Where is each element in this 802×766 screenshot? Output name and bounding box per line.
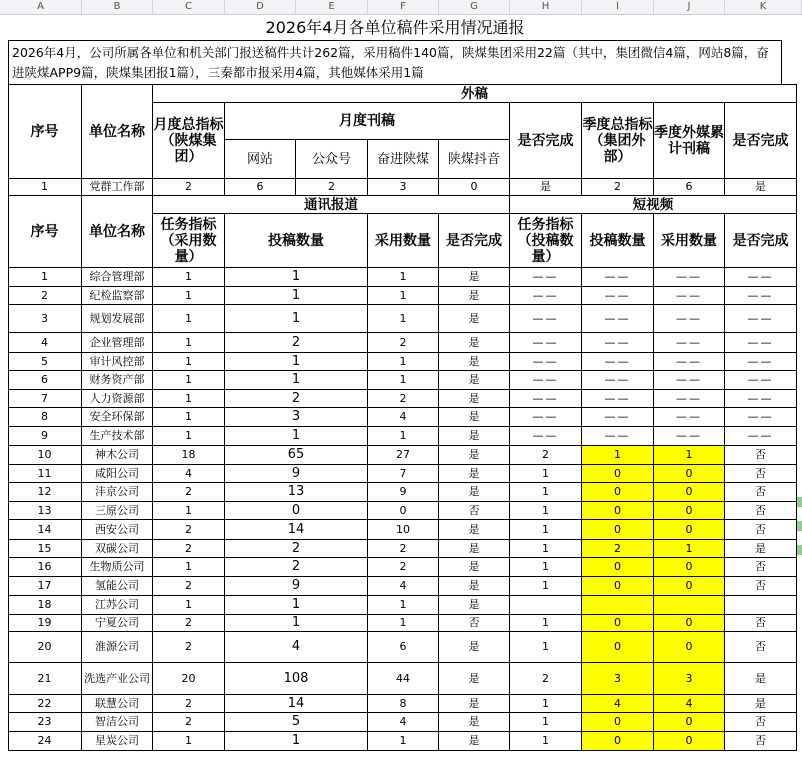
row-unit[interactable]: 洗选产业公司 <box>82 663 153 695</box>
row-video-adopted[interactable] <box>654 596 725 615</box>
scroll-marker <box>797 521 802 531</box>
row-video-submitted[interactable]: 0 <box>582 615 654 632</box>
row-unit[interactable]: 双碳公司 <box>82 540 153 558</box>
column-header-a[interactable]: A <box>0 0 82 14</box>
party-row-cell[interactable]: 2 <box>153 179 225 196</box>
row-video-adopted[interactable]: 4 <box>654 695 725 713</box>
row-task[interactable]: 2 <box>153 577 225 596</box>
row-adopted[interactable]: 1 <box>368 615 439 632</box>
row-video-task[interactable]: 1 <box>510 483 582 502</box>
row-video-task[interactable]: 1 <box>510 540 582 558</box>
row-done[interactable]: 是 <box>439 268 510 287</box>
row-task[interactable]: 2 <box>153 713 225 732</box>
row-adopted[interactable]: 2 <box>368 540 439 558</box>
header-external-group[interactable]: 外稿 <box>153 85 797 103</box>
row-seq[interactable]: 15 <box>8 540 82 558</box>
row-unit[interactable]: 规划发展部 <box>82 305 153 333</box>
row-task[interactable]: 2 <box>153 632 225 663</box>
row-seq[interactable]: 19 <box>8 615 82 632</box>
row-adopted[interactable]: 0 <box>368 502 439 520</box>
row-video-adopted[interactable]: —— <box>654 427 725 446</box>
row-video-adopted[interactable]: —— <box>654 305 725 333</box>
column-header-k[interactable]: K <box>725 0 802 14</box>
row-seq[interactable]: 13 <box>8 502 82 520</box>
row-task[interactable]: 1 <box>153 305 225 333</box>
header-seq[interactable]: 序号 <box>8 85 82 179</box>
row-task[interactable]: 1 <box>153 268 225 287</box>
row-submitted[interactable]: 0 <box>225 502 368 520</box>
sheet-title[interactable]: 2026年4月各单位稿件采用情况通报 <box>265 18 525 37</box>
row-video-task[interactable]: 1 <box>510 558 582 577</box>
row-seq[interactable]: 3 <box>8 305 82 333</box>
row-seq[interactable]: 21 <box>8 663 82 695</box>
row-submitted[interactable]: 1 <box>225 287 368 305</box>
row-video-task[interactable]: —— <box>510 353 582 371</box>
row-adopted[interactable]: 1 <box>368 732 439 751</box>
row-adopted[interactable]: 2 <box>368 390 439 408</box>
row-unit[interactable]: 江苏公司 <box>82 596 153 615</box>
scroll-marker <box>797 497 802 507</box>
row-done[interactable]: 否 <box>439 615 510 632</box>
header-monthly-target[interactable]: 月度总指标（陕煤集团） <box>153 103 225 179</box>
party-row-cell[interactable]: 0 <box>439 179 510 196</box>
row-done[interactable]: 是 <box>439 577 510 596</box>
row-video-done[interactable]: 否 <box>725 632 797 663</box>
column-header-i[interactable]: I <box>582 0 654 14</box>
row-task[interactable]: 2 <box>153 615 225 632</box>
summary-cell[interactable]: 2026年4月，公司所属各单位和机关部门报送稿件共计262篇，采用稿件140篇，陕煤集团采用22篇（其中，集团微信4篇，网站8篇，奋进陕煤APP9篇，陕煤集团报1篇），三秦都市报采用4篇，其他媒体采用1篇 <box>8 40 782 84</box>
row-submitted[interactable]: 14 <box>225 520 368 540</box>
row-submitted[interactable]: 14 <box>225 695 368 713</box>
header2-submitted[interactable]: 投稿数量 <box>225 214 368 268</box>
row-adopted[interactable]: 1 <box>368 287 439 305</box>
row-done[interactable]: 是 <box>439 663 510 695</box>
row-video-adopted[interactable]: 0 <box>654 713 725 732</box>
row-video-adopted[interactable]: 0 <box>654 558 725 577</box>
row-submitted[interactable]: 9 <box>225 465 368 483</box>
row-adopted[interactable]: 1 <box>368 427 439 446</box>
row-video-submitted[interactable]: —— <box>582 427 654 446</box>
row-video-adopted[interactable]: 0 <box>654 520 725 540</box>
header-monthly-publish[interactable]: 月度刊稿 <box>225 103 510 140</box>
row-submitted[interactable]: 1 <box>225 732 368 751</box>
header2-video-done[interactable]: 是否完成 <box>725 214 797 268</box>
row-video-submitted[interactable]: —— <box>582 390 654 408</box>
row-video-adopted[interactable]: —— <box>654 333 725 353</box>
row-video-done[interactable]: 否 <box>725 502 797 520</box>
row-seq[interactable]: 4 <box>8 333 82 353</box>
row-submitted[interactable]: 9 <box>225 577 368 596</box>
row-task[interactable]: 1 <box>153 390 225 408</box>
row-adopted[interactable]: 1 <box>368 305 439 333</box>
row-video-done[interactable]: 是 <box>725 663 797 695</box>
row-video-task[interactable]: 1 <box>510 502 582 520</box>
row-task[interactable]: 1 <box>153 558 225 577</box>
row-video-task[interactable]: —— <box>510 268 582 287</box>
row-video-task[interactable]: —— <box>510 287 582 305</box>
row-video-task[interactable]: 1 <box>510 465 582 483</box>
row-task[interactable]: 1 <box>153 287 225 305</box>
row-seq[interactable]: 16 <box>8 558 82 577</box>
row-video-task[interactable]: 1 <box>510 732 582 751</box>
row-unit[interactable]: 沣京公司 <box>82 483 153 502</box>
header-douyin[interactable]: 陕煤抖音 <box>439 140 510 179</box>
row-unit[interactable]: 企业管理部 <box>82 333 153 353</box>
row-seq[interactable]: 11 <box>8 465 82 483</box>
row-done[interactable]: 是 <box>439 371 510 390</box>
header-website[interactable]: 网站 <box>225 140 296 179</box>
row-seq[interactable]: 10 <box>8 446 82 465</box>
row-video-adopted[interactable]: 3 <box>654 663 725 695</box>
row-video-adopted[interactable]: 0 <box>654 465 725 483</box>
row-done[interactable]: 是 <box>439 446 510 465</box>
row-done[interactable]: 是 <box>439 390 510 408</box>
row-unit[interactable]: 生产技术部 <box>82 427 153 446</box>
header2-news-group[interactable]: 通讯报道 <box>153 196 510 214</box>
row-task[interactable]: 2 <box>153 483 225 502</box>
row-video-submitted[interactable]: 0 <box>582 520 654 540</box>
header-quarter-target[interactable]: 季度总指标（集团外部） <box>582 103 654 179</box>
row-video-submitted[interactable]: 0 <box>582 732 654 751</box>
row-video-submitted[interactable]: 0 <box>582 632 654 663</box>
row-seq[interactable]: 17 <box>8 577 82 596</box>
row-video-done[interactable]: 否 <box>725 558 797 577</box>
row-video-submitted[interactable]: —— <box>582 353 654 371</box>
row-done[interactable]: 是 <box>439 465 510 483</box>
row-video-task[interactable]: —— <box>510 333 582 353</box>
row-video-submitted[interactable]: —— <box>582 408 654 427</box>
row-done[interactable]: 是 <box>439 333 510 353</box>
row-unit[interactable]: 三原公司 <box>82 502 153 520</box>
party-row-cell[interactable]: 3 <box>368 179 439 196</box>
row-video-adopted[interactable]: 1 <box>654 446 725 465</box>
row-done[interactable]: 是 <box>439 713 510 732</box>
row-unit[interactable]: 综合管理部 <box>82 268 153 287</box>
row-video-task[interactable]: 1 <box>510 520 582 540</box>
row-video-done[interactable]: —— <box>725 268 797 287</box>
row-video-submitted[interactable]: 1 <box>582 446 654 465</box>
row-unit[interactable]: 氢能公司 <box>82 577 153 596</box>
row-video-adopted[interactable]: —— <box>654 408 725 427</box>
row-video-adopted[interactable]: 0 <box>654 577 725 596</box>
row-adopted[interactable]: 2 <box>368 558 439 577</box>
row-video-done[interactable]: —— <box>725 390 797 408</box>
row-video-submitted[interactable]: 0 <box>582 502 654 520</box>
row-adopted[interactable]: 1 <box>368 371 439 390</box>
scroll-marker <box>797 545 802 555</box>
row-seq[interactable]: 24 <box>8 732 82 751</box>
column-header-j[interactable]: J <box>654 0 725 14</box>
row-video-done[interactable]: —— <box>725 333 797 353</box>
row-video-done[interactable]: —— <box>725 427 797 446</box>
party-row-cell[interactable]: 党群工作部 <box>82 179 153 196</box>
row-done[interactable]: 是 <box>439 596 510 615</box>
row-submitted[interactable]: 2 <box>225 390 368 408</box>
row-adopted[interactable]: 1 <box>368 596 439 615</box>
row-done[interactable]: 是 <box>439 695 510 713</box>
header-quarter-total[interactable]: 季度外媒累计刊稿 <box>654 103 725 179</box>
row-video-done[interactable]: —— <box>725 305 797 333</box>
row-video-done[interactable]: —— <box>725 353 797 371</box>
row-video-task[interactable]: 1 <box>510 632 582 663</box>
row-done[interactable]: 否 <box>439 502 510 520</box>
header2-video-task[interactable]: 任务指标（投稿数量） <box>510 214 582 268</box>
row-adopted[interactable]: 4 <box>368 577 439 596</box>
row-submitted[interactable]: 2 <box>225 558 368 577</box>
row-video-done[interactable]: 否 <box>725 577 797 596</box>
row-video-adopted[interactable]: 1 <box>654 540 725 558</box>
row-task[interactable]: 1 <box>153 502 225 520</box>
row-seq[interactable]: 5 <box>8 353 82 371</box>
row-done[interactable]: 是 <box>439 305 510 333</box>
row-unit[interactable]: 财务资产部 <box>82 371 153 390</box>
row-task[interactable]: 2 <box>153 520 225 540</box>
row-task[interactable]: 2 <box>153 695 225 713</box>
row-video-adopted[interactable]: —— <box>654 390 725 408</box>
row-submitted[interactable]: 5 <box>225 713 368 732</box>
row-seq[interactable]: 1 <box>8 268 82 287</box>
row-done[interactable]: 是 <box>439 483 510 502</box>
row-unit[interactable]: 纪检监察部 <box>82 287 153 305</box>
row-video-task[interactable]: 2 <box>510 663 582 695</box>
row-unit[interactable]: 安全环保部 <box>82 408 153 427</box>
row-task[interactable]: 1 <box>153 333 225 353</box>
row-task[interactable]: 1 <box>153 596 225 615</box>
row-task[interactable]: 4 <box>153 465 225 483</box>
column-header-c[interactable]: C <box>153 0 225 14</box>
row-video-task[interactable]: —— <box>510 371 582 390</box>
row-video-task[interactable]: —— <box>510 390 582 408</box>
header2-video-group[interactable]: 短视频 <box>510 196 797 214</box>
row-video-task[interactable]: 1 <box>510 577 582 596</box>
row-done[interactable]: 是 <box>439 732 510 751</box>
row-seq[interactable]: 20 <box>8 632 82 663</box>
column-header-h[interactable]: H <box>510 0 582 14</box>
row-submitted[interactable]: 1 <box>225 305 368 333</box>
row-seq[interactable]: 23 <box>8 713 82 732</box>
row-seq[interactable]: 18 <box>8 596 82 615</box>
party-row-cell[interactable]: 1 <box>8 179 82 196</box>
row-task[interactable]: 18 <box>153 446 225 465</box>
row-seq[interactable]: 12 <box>8 483 82 502</box>
row-submitted[interactable]: 1 <box>225 427 368 446</box>
row-adopted[interactable]: 10 <box>368 520 439 540</box>
row-task[interactable]: 1 <box>153 427 225 446</box>
header-unit-name[interactable]: 单位名称 <box>82 85 153 179</box>
row-video-adopted[interactable]: 0 <box>654 483 725 502</box>
column-header-e[interactable]: E <box>296 0 368 14</box>
row-task[interactable]: 1 <box>153 408 225 427</box>
row-adopted[interactable]: 4 <box>368 408 439 427</box>
header-done[interactable]: 是否完成 <box>510 103 582 179</box>
header2-adopted[interactable]: 采用数量 <box>368 214 439 268</box>
row-adopted[interactable]: 2 <box>368 333 439 353</box>
row-submitted[interactable]: 2 <box>225 333 368 353</box>
row-seq[interactable]: 8 <box>8 408 82 427</box>
column-header-d[interactable]: D <box>225 0 296 14</box>
row-seq[interactable]: 6 <box>8 371 82 390</box>
column-header-b[interactable]: B <box>82 0 153 14</box>
row-submitted[interactable]: 1 <box>225 596 368 615</box>
row-video-task[interactable]: 1 <box>510 695 582 713</box>
row-video-submitted[interactable]: —— <box>582 371 654 390</box>
row-video-submitted[interactable]: —— <box>582 268 654 287</box>
row-unit[interactable]: 审计风控部 <box>82 353 153 371</box>
column-header-bar <box>0 0 802 15</box>
row-video-done[interactable]: —— <box>725 287 797 305</box>
row-video-submitted[interactable]: 0 <box>582 483 654 502</box>
row-adopted[interactable]: 7 <box>368 465 439 483</box>
row-submitted[interactable]: 3 <box>225 408 368 427</box>
header2-video-adopted[interactable]: 采用数量 <box>654 214 725 268</box>
party-row-cell[interactable]: 2 <box>582 179 654 196</box>
row-unit[interactable]: 淮源公司 <box>82 632 153 663</box>
row-video-submitted[interactable]: 4 <box>582 695 654 713</box>
row-video-submitted[interactable]: 0 <box>582 713 654 732</box>
row-adopted[interactable]: 44 <box>368 663 439 695</box>
row-video-done[interactable]: —— <box>725 408 797 427</box>
row-video-done[interactable]: 是 <box>725 695 797 713</box>
row-task[interactable]: 20 <box>153 663 225 695</box>
row-video-done[interactable] <box>725 596 797 615</box>
row-submitted[interactable]: 1 <box>225 615 368 632</box>
row-video-task[interactable]: —— <box>510 305 582 333</box>
party-row-cell[interactable]: 是 <box>510 179 582 196</box>
row-done[interactable]: 是 <box>439 540 510 558</box>
row-video-adopted[interactable]: —— <box>654 353 725 371</box>
row-adopted[interactable]: 27 <box>368 446 439 465</box>
header2-seq[interactable]: 序号 <box>8 196 82 268</box>
row-unit[interactable]: 智洁公司 <box>82 713 153 732</box>
row-done[interactable]: 是 <box>439 427 510 446</box>
row-done[interactable]: 是 <box>439 353 510 371</box>
header-quarter-done[interactable]: 是否完成 <box>725 103 797 179</box>
row-video-done[interactable]: 否 <box>725 465 797 483</box>
row-adopted[interactable]: 4 <box>368 713 439 732</box>
party-row-cell[interactable]: 2 <box>296 179 368 196</box>
row-submitted[interactable]: 1 <box>225 353 368 371</box>
header2-video-submitted[interactable]: 投稿数量 <box>582 214 654 268</box>
row-video-submitted[interactable]: —— <box>582 305 654 333</box>
row-seq[interactable]: 7 <box>8 390 82 408</box>
row-done[interactable]: 是 <box>439 520 510 540</box>
row-unit[interactable]: 神木公司 <box>82 446 153 465</box>
row-task[interactable]: 1 <box>153 353 225 371</box>
row-video-done[interactable]: 否 <box>725 713 797 732</box>
row-video-adopted[interactable]: 0 <box>654 732 725 751</box>
row-video-task[interactable]: —— <box>510 427 582 446</box>
row-video-task[interactable]: —— <box>510 408 582 427</box>
column-header-f[interactable]: F <box>368 0 439 14</box>
header2-done[interactable]: 是否完成 <box>439 214 510 268</box>
party-row-cell[interactable]: 是 <box>725 179 797 196</box>
header-fenjin[interactable]: 奋进陕煤 <box>368 140 439 179</box>
row-unit[interactable]: 宁夏公司 <box>82 615 153 632</box>
row-unit[interactable]: 咸阳公司 <box>82 465 153 483</box>
row-task[interactable]: 1 <box>153 371 225 390</box>
row-adopted[interactable]: 8 <box>368 695 439 713</box>
row-video-submitted[interactable]: —— <box>582 333 654 353</box>
row-submitted[interactable]: 65 <box>225 446 368 465</box>
row-done[interactable]: 是 <box>439 287 510 305</box>
row-video-adopted[interactable]: —— <box>654 287 725 305</box>
row-done[interactable]: 是 <box>439 558 510 577</box>
row-task[interactable]: 1 <box>153 732 225 751</box>
row-done[interactable]: 是 <box>439 632 510 663</box>
row-video-submitted[interactable] <box>582 596 654 615</box>
row-video-task[interactable]: 1 <box>510 615 582 632</box>
row-unit[interactable]: 生物质公司 <box>82 558 153 577</box>
row-video-task[interactable]: 1 <box>510 713 582 732</box>
row-adopted[interactable]: 1 <box>368 353 439 371</box>
row-submitted[interactable]: 2 <box>225 540 368 558</box>
row-video-adopted[interactable]: —— <box>654 268 725 287</box>
row-video-done[interactable]: 否 <box>725 483 797 502</box>
row-video-task[interactable] <box>510 596 582 615</box>
row-video-adopted[interactable]: 0 <box>654 502 725 520</box>
row-submitted[interactable]: 1 <box>225 268 368 287</box>
row-adopted[interactable]: 6 <box>368 632 439 663</box>
row-seq[interactable]: 14 <box>8 520 82 540</box>
row-unit[interactable]: 星炭公司 <box>82 732 153 751</box>
row-unit[interactable]: 西安公司 <box>82 520 153 540</box>
row-video-submitted[interactable]: 0 <box>582 577 654 596</box>
row-video-submitted[interactable]: —— <box>582 287 654 305</box>
row-seq[interactable]: 2 <box>8 287 82 305</box>
party-row-cell[interactable]: 6 <box>654 179 725 196</box>
row-submitted[interactable]: 108 <box>225 663 368 695</box>
row-submitted[interactable]: 4 <box>225 632 368 663</box>
row-unit[interactable]: 联慧公司 <box>82 695 153 713</box>
row-video-done[interactable]: 否 <box>725 446 797 465</box>
header2-task[interactable]: 任务指标（采用数量） <box>153 214 225 268</box>
row-video-done[interactable]: —— <box>725 371 797 390</box>
row-video-submitted[interactable]: 3 <box>582 663 654 695</box>
row-video-task[interactable]: 2 <box>510 446 582 465</box>
row-video-done[interactable]: 否 <box>725 615 797 632</box>
row-task[interactable]: 2 <box>153 540 225 558</box>
row-video-done[interactable]: 否 <box>725 520 797 540</box>
row-video-submitted[interactable]: 2 <box>582 540 654 558</box>
row-adopted[interactable]: 9 <box>368 483 439 502</box>
row-seq[interactable]: 22 <box>8 695 82 713</box>
row-video-submitted[interactable]: 0 <box>582 465 654 483</box>
row-submitted[interactable]: 13 <box>225 483 368 502</box>
row-video-done[interactable]: 是 <box>725 540 797 558</box>
row-video-adopted[interactable]: —— <box>654 371 725 390</box>
row-video-adopted[interactable]: 0 <box>654 615 725 632</box>
row-submitted[interactable]: 1 <box>225 371 368 390</box>
party-row-cell[interactable]: 6 <box>225 179 296 196</box>
row-video-adopted[interactable]: 0 <box>654 632 725 663</box>
header2-unit-name[interactable]: 单位名称 <box>82 196 153 268</box>
column-header-g[interactable]: G <box>439 0 510 14</box>
row-seq[interactable]: 9 <box>8 427 82 446</box>
header-wechat[interactable]: 公众号 <box>296 140 368 179</box>
row-video-submitted[interactable]: 0 <box>582 558 654 577</box>
row-video-done[interactable]: 否 <box>725 732 797 751</box>
row-unit[interactable]: 人力资源部 <box>82 390 153 408</box>
row-done[interactable]: 是 <box>439 408 510 427</box>
row-adopted[interactable]: 1 <box>368 268 439 287</box>
